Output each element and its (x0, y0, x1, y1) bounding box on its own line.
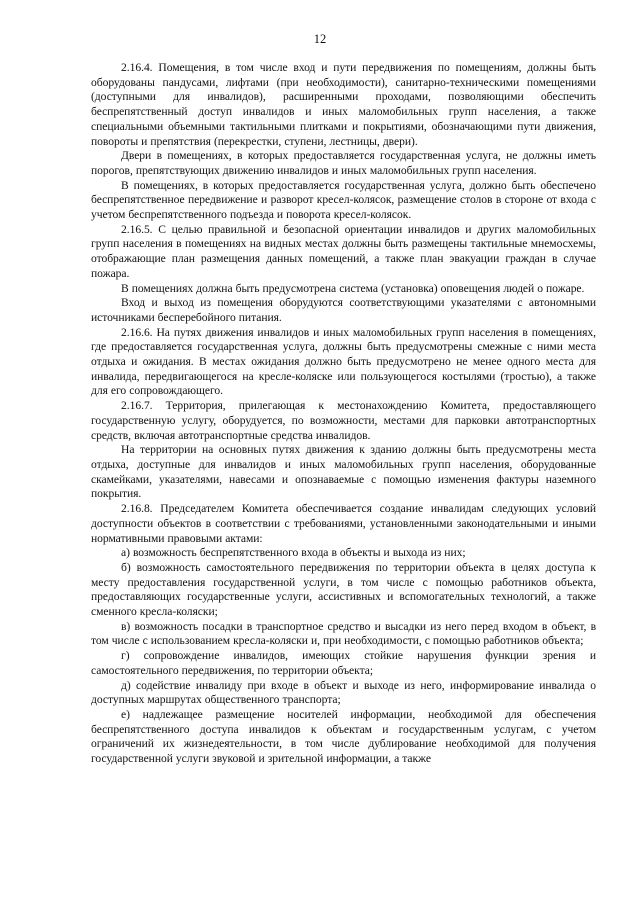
list-item-g: г) сопровождение инвалидов, имеющих стойкие нарушения функции зрения и самостоятельного передвижения, по территории объекта; (91, 649, 596, 677)
paragraph-2-16-5: 2.16.5. С целью правильной и безопасной ориентации инвалидов и других маломобильных групп населения в помещениях на видных местах должны быть размещены тактильные мнемосхемы, отображающие план размещения данных помещений, а также план эвакуации граждан в случае пожара. (91, 222, 596, 280)
paragraph-territory-rest-places: На территории на основных путях движения к зданию должны быть предусмотрены места отдыха, доступные для инвалидов и иных маломобильных групп населения, оборудованные скамейками, указателями, навесами и опознаваемые с помощью изменения фактуры наземного покрытия. (91, 443, 596, 501)
list-item-d: д) содействие инвалиду при входе в объект и выходе из него, информирование инвалида о доступных маршрутах общественного транспорта; (91, 678, 596, 707)
paragraph-2-16-6: 2.16.6. На путях движения инвалидов и иных маломобильных групп населения в помещениях, где предоставляется государственная услуга, должны быть предусмотрены смежные с ними места отдыха и ожидания. В местах ожидания должно быть предусмотрено не менее одного места для инвалида, передвигающегося на кресле-коляске или пользующегося костылями (тростью), а также для его сопровождающего. (91, 325, 596, 398)
page-number: 12 (313, 32, 327, 46)
list-item-v: в) возможность посадки в транспортное средство и высадки из него перед входом в объект, в том числе с использованием кресла-коляски и, при необходимости, с помощью работников объекта; (91, 619, 596, 648)
list-item-e: е) надлежащее размещение носителей информации, необходимой для обеспечения беспрепятственного доступа инвалидов к объектам и государственным услугам, с учетом ограничений их жизнедеятельности, в том числе дублирование необходимой для получения государственной услуги звуковой и зрительной информации, а также (91, 707, 596, 766)
paragraph-2-16-7: 2.16.7. Территория, прилегающая к местонахождению Комитета, предоставляющего государственную услугу, оборудуется, по возможности, местами для парковки автотранспортных средств, включая автотранспортные средства инвалидов. (91, 399, 596, 442)
list-item-b: б) возможность самостоятельного передвижения по территории объекта в целях доступа к месту предоставления государственной услуги, в том числе с помощью работников объекта, предоставляющих государственные услуги, ассистивных и вспомогательных технологий, а также сменного кресла-коляски; (91, 560, 596, 619)
paragraph-2-16-8: 2.16.8. Председателем Комитета обеспечивается создание инвалидам следующих условий доступности объектов в соответствии с требованиями, установленными законодательными и иными нормативными правовыми актами: (91, 502, 596, 545)
paragraph-entrance-signs: Вход и выход из помещения оборудуются соответствующими указателями с автономными источниками бесперебойного питания. (91, 296, 596, 324)
paragraph-doors: Двери в помещениях, в которых предоставляется государственная услуга, не должны иметь порогов, препятствующих движению инвалидов и иных маломобильных групп населения. (91, 149, 596, 177)
paragraph-2-16-4: 2.16.4. Помещения, в том числе вход и пути передвижения по помещениям, должны быть оборудованы пандусами, лифтами (при необходимости), санитарно-техническими помещениями (доступными для инвалидов), расширенными проходами, позволяющими обеспечить беспрепятственный доступ инвалидов и иных маломобильных групп населения, а также специальными объемными тактильными плитками и покрытиями, обозначающими пути движения, повороты и препятствия (перекрестки, ступени, лестницы, двери). (91, 61, 596, 148)
list-item-a: а) возможность беспрепятственного входа в объекты и выхода из них; (121, 546, 466, 560)
paragraph-fire-alarm: В помещениях должна быть предусмотрена система (установка) оповещения людей о пожаре. (121, 281, 585, 295)
document-body (91, 61, 596, 767)
paragraph-wheelchair-movement: В помещениях, в которых предоставляется государственная услуга, должно быть обеспечено беспрепятственное передвижение и разворот кресел-колясок, размещение столов в стороне от входа с учетом беспрепятственного подъезда и поворота кресел-колясок. (91, 178, 596, 222)
